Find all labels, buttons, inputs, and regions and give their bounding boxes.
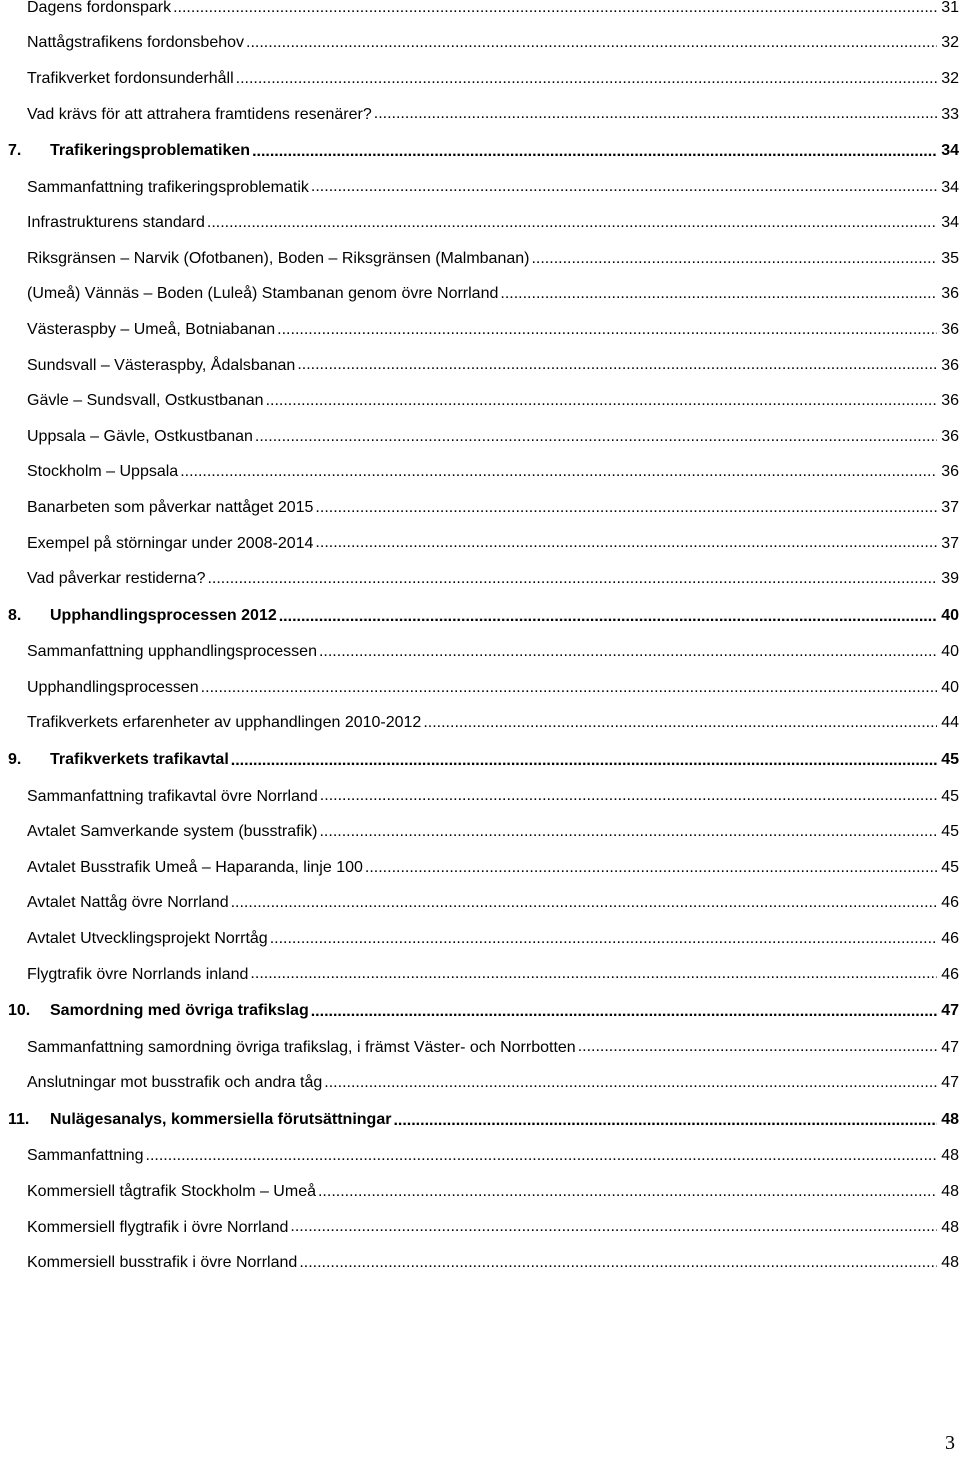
toc-entry[interactable] — [0, 1065, 960, 1101]
toc-entry[interactable] — [0, 1245, 960, 1281]
dot-leader — [318, 1184, 937, 1210]
toc-entry-page: 39 — [941, 570, 959, 588]
toc-chapter-entry[interactable] — [0, 597, 960, 635]
toc-entry-page: 45 — [941, 823, 959, 841]
toc-entry[interactable] — [0, 886, 960, 922]
toc-entry-title: Stockholm – Uppsala — [27, 463, 179, 481]
dot-leader — [207, 571, 937, 597]
toc-entry-page: 45 — [941, 787, 959, 805]
toc-entry[interactable] — [0, 1139, 960, 1175]
toc-entry-page: 46 — [941, 929, 959, 947]
toc-entry-title: Nulägesanalys, kommersiella förutsättningar — [50, 1110, 392, 1128]
dot-leader — [231, 895, 937, 921]
toc-entry-title: Upphandlingsprocessen 2012 — [50, 606, 277, 624]
dot-leader — [255, 429, 937, 455]
toc-entry-page: 46 — [941, 894, 959, 912]
toc-entry-title: Riksgränsen – Narvik (Ofotbanen), Boden – Riksgränsen (Malmbanan) — [27, 249, 530, 267]
toc-entry-page: 36 — [941, 321, 959, 339]
toc-entry[interactable] — [0, 1030, 960, 1066]
dot-leader — [277, 322, 937, 348]
toc-chapter-number: 7. — [8, 142, 22, 160]
dot-leader — [500, 286, 937, 312]
dot-leader — [236, 71, 937, 97]
toc-entry[interactable] — [0, 526, 960, 562]
dot-leader — [297, 357, 937, 383]
toc-entry[interactable] — [0, 170, 960, 206]
toc-entry[interactable] — [0, 26, 960, 62]
toc-entry[interactable] — [0, 312, 960, 348]
toc-chapter-number: 9. — [8, 751, 22, 769]
toc-entry-title: Avtalet Busstrafik Umeå – Haparanda, linje 100 — [27, 858, 363, 876]
dot-leader — [320, 788, 937, 814]
toc-entry-page: 48 — [941, 1218, 959, 1236]
toc-entry-title: Trafikverkets trafikavtal — [50, 751, 229, 769]
toc-entry[interactable] — [0, 241, 960, 277]
dot-leader — [311, 1004, 937, 1030]
dot-leader — [201, 680, 937, 706]
dot-leader — [578, 1039, 937, 1065]
toc-entry-page: 37 — [941, 534, 959, 552]
toc-entry-title: (Umeå) Vännäs – Boden (Luleå) Stambanan genom övre Norrland — [27, 285, 499, 303]
dot-leader — [207, 215, 937, 241]
toc-entry-title: Trafikverket fordonsunderhåll — [27, 69, 234, 87]
toc-entry-page: 40 — [941, 606, 959, 624]
toc-entry-page: 36 — [941, 356, 959, 374]
toc-entry[interactable] — [0, 383, 960, 419]
toc-entry[interactable] — [0, 850, 960, 886]
toc-entry-title: Uppsala – Gävle, Ostkustbanan — [27, 427, 253, 445]
toc-entry-title: Flygtrafik övre Norrlands inland — [27, 965, 249, 983]
dot-leader — [324, 1075, 937, 1101]
toc-entry-title: Trafikverkets erfarenheter av upphandlingen 2010-2012 — [27, 714, 422, 732]
dot-leader — [290, 1219, 937, 1245]
toc-entry-title: Avtalet Samverkande system (busstrafik) — [27, 823, 318, 841]
toc-entry[interactable] — [0, 490, 960, 526]
toc-entry-page: 36 — [941, 427, 959, 445]
toc-entry-title: Trafikeringsproblematiken — [50, 142, 251, 160]
toc-chapter-number: 11. — [8, 1110, 30, 1128]
toc-entry-title: Sundsvall – Västeraspby, Ådalsbanan — [27, 356, 296, 374]
dot-leader — [311, 179, 937, 205]
toc-chapter-entry[interactable] — [0, 741, 960, 779]
dot-leader — [299, 1255, 937, 1281]
dot-leader — [250, 966, 937, 992]
toc-entry[interactable] — [0, 814, 960, 850]
toc-entry-title: Banarbeten som påverkar nattåget 2015 — [27, 499, 314, 517]
dot-leader — [315, 500, 937, 526]
dot-leader — [279, 609, 937, 635]
toc-entry-title: Avtalet Nattåg övre Norrland — [27, 894, 229, 912]
toc-chapter-number: 10. — [8, 1002, 31, 1020]
dot-leader — [374, 106, 937, 132]
toc-entry-title: Infrastrukturens standard — [27, 214, 205, 232]
toc-entry-title: Anslutningar mot busstrafik och andra tåg — [27, 1074, 323, 1092]
toc-entry[interactable] — [0, 348, 960, 384]
toc-entry-page: 44 — [941, 714, 959, 732]
toc-entry[interactable] — [0, 205, 960, 241]
dot-leader — [315, 535, 937, 561]
toc-entry-page: 40 — [941, 678, 959, 696]
toc-entry-page: 34 — [941, 214, 959, 232]
toc-entry-page: 34 — [941, 142, 959, 160]
dot-leader — [319, 824, 937, 850]
toc-entry-page: 47 — [941, 1074, 959, 1092]
toc-entry-title: Sammanfattning samordning övriga trafikslag, i främst Väster- och Norrbotten — [27, 1038, 576, 1056]
toc-entry[interactable] — [0, 957, 960, 993]
toc-entry-title: Kommersiell busstrafik i övre Norrland — [27, 1254, 298, 1272]
toc-entry[interactable] — [0, 635, 960, 671]
toc-entry-title: Nattågstrafikens fordonsbehov — [27, 34, 245, 52]
toc-entry-page: 48 — [941, 1254, 959, 1272]
toc-entry-page: 32 — [941, 34, 959, 52]
toc-entry-page: 34 — [941, 178, 959, 196]
toc-entry-title: Sammanfattning upphandlingsprocessen — [27, 643, 317, 661]
toc-entry[interactable] — [0, 0, 960, 26]
toc-entry-title: Avtalet Utvecklingsprojekt Norrtåg — [27, 929, 268, 947]
toc-entry-title: Kommersiell tågtrafik Stockholm – Umeå — [27, 1182, 316, 1200]
toc-entry-page: 45 — [941, 751, 959, 769]
toc-entry[interactable] — [0, 61, 960, 97]
toc-entry-page: 36 — [941, 285, 959, 303]
dot-leader — [246, 35, 937, 61]
toc-entry-page: 47 — [941, 1002, 959, 1020]
dot-leader — [531, 251, 937, 277]
dot-leader — [365, 860, 937, 886]
dot-leader — [319, 644, 937, 670]
toc-chapter-entry[interactable] — [0, 992, 960, 1030]
toc-entry-page: 46 — [941, 965, 959, 983]
toc-entry[interactable] — [0, 419, 960, 455]
toc-entry[interactable] — [0, 561, 960, 597]
toc-entry-title: Gävle – Sundsvall, Ostkustbanan — [27, 392, 264, 410]
dot-leader — [423, 715, 937, 741]
toc-entry-page: 36 — [941, 463, 959, 481]
page-number: 3 — [945, 1432, 955, 1454]
toc-chapter-entry[interactable] — [0, 1101, 960, 1139]
toc-entry[interactable] — [0, 921, 960, 957]
dot-leader — [180, 464, 937, 490]
toc-entry-title: Dagens fordonspark — [27, 0, 172, 16]
toc-entry-page: 35 — [941, 249, 959, 267]
toc-entry-page: 47 — [941, 1038, 959, 1056]
toc-entry[interactable] — [0, 779, 960, 815]
toc-entry[interactable] — [0, 670, 960, 706]
toc-entry-title: Upphandlingsprocessen — [27, 678, 199, 696]
toc-entry-page: 48 — [941, 1147, 959, 1165]
toc-entry-title: Exempel på störningar under 2008-2014 — [27, 534, 314, 552]
toc-entry-title: Vad krävs för att attrahera framtidens resenärer? — [27, 105, 372, 123]
toc-entry-title: Sammanfattning trafikavtal övre Norrland — [27, 787, 318, 805]
toc-entry-title: Sammanfattning — [27, 1147, 144, 1165]
toc-entry-title: Kommersiell flygtrafik i övre Norrland — [27, 1218, 289, 1236]
toc-entry[interactable] — [0, 1210, 960, 1246]
toc-entry[interactable] — [0, 97, 960, 133]
toc-entry[interactable] — [0, 1174, 960, 1210]
toc-entry[interactable] — [0, 706, 960, 742]
toc-entry-title: Vad påverkar restiderna? — [27, 570, 206, 588]
dot-leader — [270, 931, 937, 957]
toc-entry-page: 40 — [941, 643, 959, 661]
toc-entry-title: Västeraspby – Umeå, Botniabanan — [27, 321, 276, 339]
toc-entry[interactable] — [0, 455, 960, 491]
dot-leader — [231, 753, 937, 779]
toc-entry-page: 31 — [941, 0, 959, 16]
toc-entry[interactable] — [0, 277, 960, 313]
toc-chapter-entry[interactable] — [0, 132, 960, 170]
toc-chapter-number: 8. — [8, 606, 22, 624]
toc-entry-page: 36 — [941, 392, 959, 410]
toc-entry-page: 48 — [941, 1182, 959, 1200]
toc-entry-title: Sammanfattning trafikeringsproblematik — [27, 178, 309, 196]
dot-leader — [173, 0, 937, 26]
toc-entry-page: 45 — [941, 858, 959, 876]
dot-leader — [146, 1148, 937, 1174]
dot-leader — [393, 1113, 937, 1139]
toc-entry-title: Samordning med övriga trafikslag — [50, 1002, 309, 1020]
toc-entry-page: 33 — [941, 105, 959, 123]
toc-entry-page: 48 — [941, 1110, 959, 1128]
toc-entry-page: 32 — [941, 69, 959, 87]
toc-entry-page: 37 — [941, 499, 959, 517]
dot-leader — [252, 144, 937, 170]
dot-leader — [266, 393, 937, 419]
